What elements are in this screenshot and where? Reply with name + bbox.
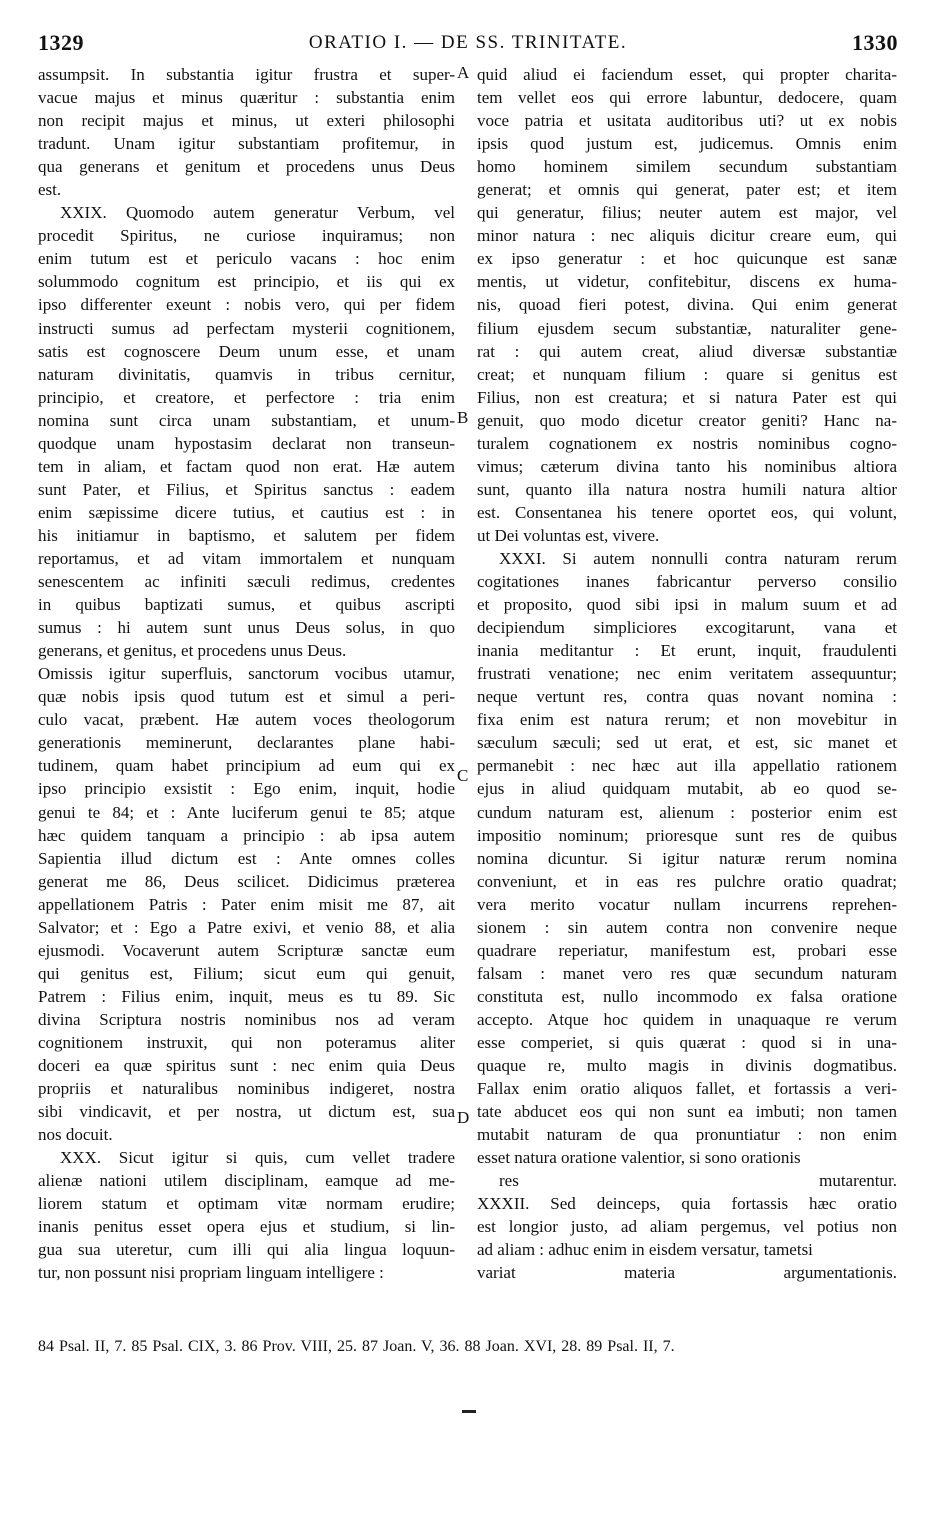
text-line: ipso principio exsistit : Ego enim, inquit, hodie: [38, 779, 455, 799]
text-line: sæculum sæculi; sed ut erat, et est, sic manet et: [477, 733, 897, 753]
text-line: minor natura : nec aliquis dicitur creare eum, qui: [477, 226, 897, 246]
text-line: tudinem, quam habet principium ad eum qui ex: [38, 756, 455, 776]
text-line: Omissis igitur superfluis, sanctorum vocibus utamur,: [38, 664, 455, 684]
text-line: divina Scriptura nostris nominibus nos ad veram: [38, 1009, 455, 1029]
text-line: nis, quoad fieri potest, divina. Qui enim generat: [477, 295, 897, 315]
text-line: homo hominem similem secundum substantiam: [477, 157, 897, 177]
text-line: falsam : manet vero res quæ secundum naturam: [477, 963, 897, 983]
text-line: vera merito vocatur nullam incurrens reprehen-: [477, 894, 897, 914]
margin-marker-a: A: [457, 63, 470, 82]
text-line: generans, et genitus, et procedens unus Deus.: [38, 641, 347, 661]
text-line: ejusmodi. Vocaverunt autem Scripturæ sanctæ eum: [38, 940, 455, 960]
text-line: res mutarentur.: [499, 1171, 897, 1191]
text-line: XXIX. Quomodo autem generatur Verbum, vel: [60, 203, 455, 223]
text-line: est longior justo, ad aliam pergemus, vel potius non: [477, 1217, 897, 1237]
text-line: hæc quidem tanquam a principio : ab ipsa autem: [38, 825, 455, 845]
text-line: filium ejusdem secum substantiæ, naturaliter gene-: [477, 318, 897, 338]
text-line: ex ipso generatur : et hoc quicunque est sanæ: [477, 249, 897, 269]
text-line: inanis penitus esset opera ejus et studium, si lin-: [38, 1217, 455, 1237]
text-line: liorem statum et optimam vitæ normam erudire;: [38, 1194, 455, 1214]
text-line: tate abducet eos qui non sunt ea imbuti; non tamen: [477, 1102, 897, 1122]
text-line: inania meditantur : Et erunt, inquit, fraudulenti: [477, 641, 897, 661]
text-line: ut Dei voluntas est, vivere.: [477, 525, 660, 545]
text-line: generationis meminerunt, declarantes plane habi-: [38, 733, 455, 753]
text-line: sibi vindicavit, et per nostra, ut dictum est, sua: [38, 1102, 455, 1122]
text-line: appellationem Patris : Pater enim misit me 87, ait: [38, 894, 455, 914]
text-line: nomina dicuntur. Si igitur naturæ rerum nomina: [477, 848, 897, 868]
text-line: senescentem ac infiniti sæculi redimus, credentes: [38, 572, 455, 592]
text-line: vacue majus et minus quæritur : substantia enim: [38, 88, 455, 108]
text-line: sumus : hi autem sunt unus Deus solus, in quo: [38, 618, 455, 638]
text-line: sunt Pater, et Filius, et Spiritus sanctus : eadem: [38, 479, 455, 499]
text-line: ad aliam : adhuc enim in eisdem versatur, tametsi: [477, 1240, 813, 1260]
text-line: nos docuit.: [38, 1125, 113, 1145]
text-line: quadrare reperiatur, manifestum est, probari esse: [477, 940, 897, 960]
text-line: sunt, quanto illa natura nostra humili natura altior: [477, 479, 897, 499]
text-line: frustrati venatione; nec enim veritatem assequuntur;: [477, 664, 897, 684]
text-line: doceri ea quæ spiritus sunt : nec enim quia Deus: [38, 1056, 455, 1076]
text-line: instructi sumus ad perfectam mysterii cognitionem,: [38, 318, 455, 338]
text-line: genui te 84; et : Ante luciferum genui te 85; atque: [38, 802, 455, 822]
text-line: enim sæpissime dicere tutius, et cautius est : in: [38, 502, 455, 522]
margin-marker-b: B: [457, 408, 469, 427]
text-line: mutabit naturam de qua pronuntiatur : non enim: [477, 1125, 897, 1145]
text-line: qua generans et genitum et procedens unus Deus: [38, 157, 455, 177]
text-line: mentis, ut videtur, confitebitur, discens ex huma-: [477, 272, 897, 292]
text-line: rat : qui autem creat, aliud diversæ substantiæ: [477, 341, 897, 361]
text-line: gua sua uteretur, cum illi qui alia lingua loquun-: [38, 1240, 455, 1260]
right-column: [477, 63, 897, 1284]
text-line: sionem : sin autem contra non convenire neque: [477, 917, 897, 937]
text-line: genuit, quo modo dicetur creator geniti? Hanc na-: [477, 410, 897, 430]
text-line: vimus; cæterum divina tanto his nominibus altiora: [477, 456, 897, 476]
text-line: satis est cognoscere Deum unum esse, et unam: [38, 341, 455, 361]
margin-marker-c: C: [457, 766, 469, 785]
text-line: Sapientia illud dictum est : Ante omnes colles: [38, 848, 455, 868]
text-line: solummodo cognitum est principio, et iis qui ex: [38, 272, 455, 292]
text-line: Salvator; et : Ego a Patre exivi, et venio 88, et alia: [38, 917, 455, 937]
text-line: qui generatur, filius; neuter autem est major, vel: [477, 203, 897, 223]
text-line: accepto. Atque hoc quidem in unaquaque re verum: [477, 1009, 897, 1029]
text-line: naturam divinitatis, quamvis in tribus cernitur,: [38, 364, 455, 384]
text-line: tem vellet eos qui errore labuntur, dedocere, quam: [477, 88, 897, 108]
text-line: ipsis quod justum est, judicemus. Omnis enim: [477, 134, 897, 154]
text-line: quodque unam hypostasim declarat non transeun-: [38, 433, 455, 453]
text-line: ejus in aliud quidquam mutabit, ab eo quod se-: [477, 779, 897, 799]
text-line: fixa enim est natura rerum; et non movebitur in: [477, 710, 897, 730]
text-line: tem in aliam, et factam quod non erat. Hæ autem: [38, 456, 455, 476]
page-header: [38, 30, 898, 60]
text-line: impositio nominum; prioresque sunt res de quibus: [477, 825, 897, 845]
text-line: esset natura oratione valentior, si sono orationis: [477, 1148, 801, 1168]
text-line: esse comperiet, si quis quærat : quod si in una-: [477, 1032, 897, 1052]
text-line: voce patria et usitata auditoribus uti? ut ex nobis: [477, 111, 897, 131]
text-line: variat materia argumentationis.: [477, 1263, 897, 1283]
text-line: et proposito, quod sibi ipsi in malum suum et ad: [477, 595, 897, 615]
text-line: alienæ nationi utilem disciplinam, eamque ad me-: [38, 1171, 455, 1191]
text-line: decipiendum simpliciores excogitarunt, vana et: [477, 618, 897, 638]
text-line: Patrem : Filius enim, inquit, meus es tu 89. Sic: [38, 986, 455, 1006]
text-line: reportamus, et ad vitam immortalem et nunquam: [38, 548, 455, 568]
text-line: quæ nobis ipsis quod tutum est et simul a peri-: [38, 687, 455, 707]
text-line: tur, non possunt nisi propriam linguam intelligere :: [38, 1263, 384, 1283]
left-column: [38, 63, 455, 1284]
text-line: quaque re, multo magis in divinis dogmatibus.: [477, 1056, 897, 1076]
margin-marker-d: D: [457, 1108, 470, 1127]
text-line: creat; et nunquam filium : quare si genitus est: [477, 364, 897, 384]
text-line: neque vertunt res, contra quas novant nomina :: [477, 687, 897, 707]
text-line: turalem cognationem ex nostris nominibus cogno-: [477, 433, 897, 453]
text-line: his initiamur in baptismo, et salutem per fidem: [38, 525, 455, 545]
text-line: cundum naturam est, alienum : posterior enim est: [477, 802, 897, 822]
text-line: nomina sunt circa unam substantiam, et unum-: [38, 410, 455, 430]
text-line: in quibus baptizati sumus, et quibus ascripti: [38, 595, 455, 615]
text-line: cogitationes inanes fabricantur perverso consilio: [477, 572, 897, 592]
page-end-dash: [462, 1410, 476, 1413]
text-line: est.: [38, 180, 62, 200]
text-line: cognitionem instruxit, qui non poteramus aliter: [38, 1032, 455, 1052]
page-number-left: 1329: [38, 30, 84, 55]
text-line: assumpsit. In substantia igitur frustra et super-: [38, 65, 455, 84]
text-line: propriis et naturalibus nominibus indigeret, nostra: [38, 1079, 455, 1099]
text-line: Filius, non est creatura; et si natura Pater est qui: [477, 387, 897, 407]
text-line: XXX. Sicut igitur si quis, cum vellet tradere: [60, 1148, 455, 1168]
text-line: non recipit majus et minus, ut exteri philosophi: [38, 111, 455, 131]
text-line: quid aliud ei faciendum esset, qui propter charita-: [477, 65, 897, 84]
running-title: ORATIO I. — DE SS. TRINITATE.: [308, 32, 628, 53]
text-line: qui genitus est, Filium; sicut eum qui genuit,: [38, 963, 455, 983]
text-line: generat; et omnis qui generat, pater est; et item: [477, 180, 897, 200]
text-line: XXXI. Si autem nonnulli contra naturam rerum: [499, 548, 897, 568]
text-line: tradunt. Unam igitur substantiam profitemur, in: [38, 134, 455, 154]
text-line: conveniunt, et in eas res pulchre oratio quadrat;: [477, 871, 897, 891]
text-line: ipso differenter exeunt : nobis vero, qui per fidem: [38, 295, 455, 315]
text-line: est. Consentanea his tenere oportet eos, qui volunt,: [477, 502, 897, 522]
text-line: culo vacat, præbent. Hæ autem voces theologorum: [38, 710, 455, 730]
text-line: enim tutum est et periculo vacans : hoc enim: [38, 249, 455, 269]
text-line: permanebit : nec hæc aut illa appellatio rationem: [477, 756, 897, 776]
page-number-right: 1330: [852, 30, 898, 55]
text-line: procedit Spiritus, ne curiose inquiramus; non: [38, 226, 455, 246]
text-line: constituta est, nullo incommodo ex falsa oratione: [477, 986, 897, 1006]
footnotes: 84 Psal. II, 7. 85 Psal. CIX, 3. 86 Prov. VIII, 25. 87 Joan. V, 36. 88 Joan. XVI, 28. 89 Psal. II, 7.: [38, 1338, 675, 1355]
text-line: principio, et creatore, et perfectore : tria enim: [38, 387, 455, 407]
text-line: Fallax enim oratio aliquos fallet, et fortassis a veri-: [477, 1079, 897, 1099]
text-line: generat me 86, Deus scilicet. Didicimus præterea: [38, 871, 455, 891]
text-line: XXXII. Sed deinceps, quia fortassis hæc oratio: [477, 1194, 897, 1214]
